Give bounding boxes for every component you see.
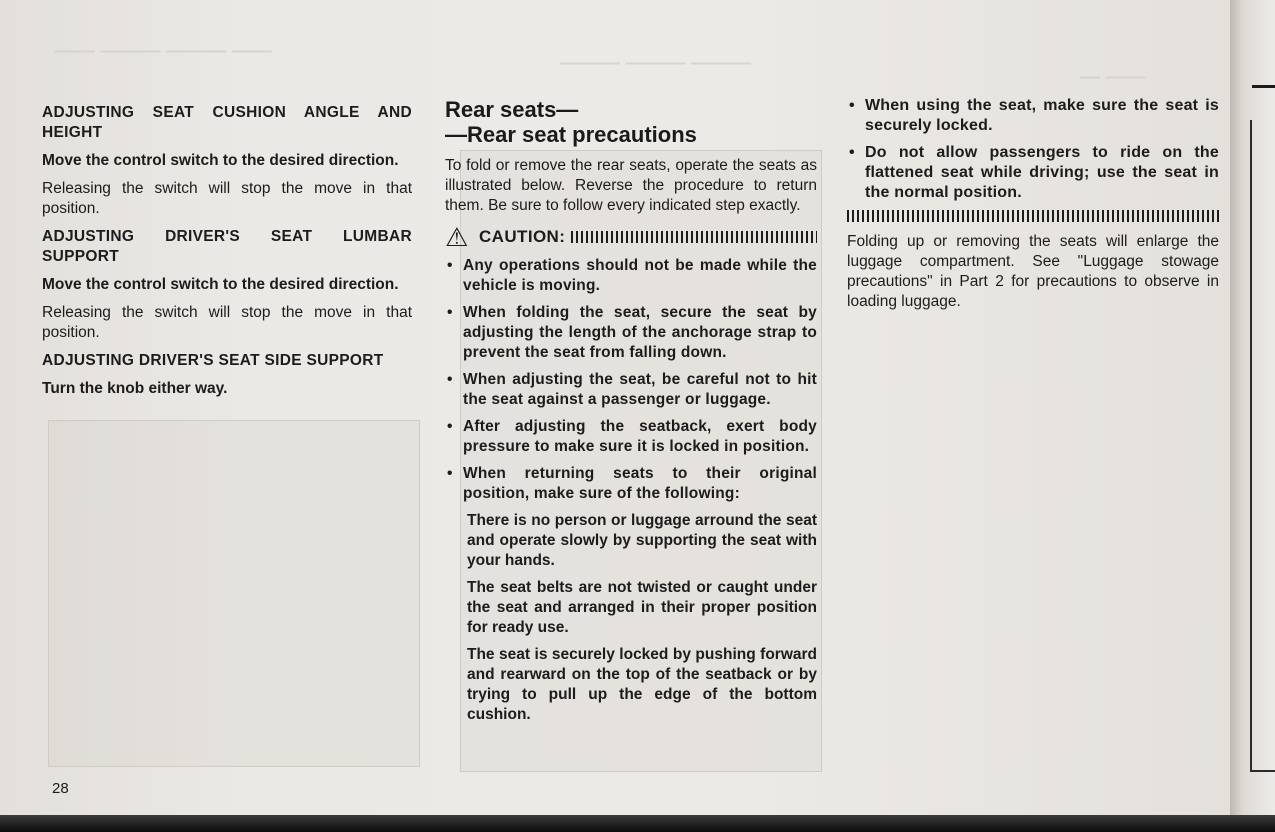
sub-item: The seat is securely locked by pushing forward and rearward on the top of the seatback or by trying to pull up the edge of the bottom cushion. bbox=[467, 646, 817, 723]
section-instruction: Move the control switch to the desired direction. bbox=[42, 276, 399, 293]
list-item: • Do not allow passengers to ride on the flattened seat while driving; use the seat in the normal position. bbox=[847, 143, 1219, 203]
caution-end-rule bbox=[847, 210, 1219, 222]
section-heading: ADJUSTING SEAT CUSHION ANGLE AND HEIGHT bbox=[42, 104, 412, 141]
caution-header bbox=[445, 224, 817, 250]
sub-item: The seat belts are not twisted or caught under the seat and arranged in their proper position for ready use. bbox=[467, 579, 817, 636]
sub-item: There is no person or luggage arround the seat and operate slowly by supporting the seat with your hands. bbox=[467, 512, 817, 569]
list-item: • When folding the seat, secure the seat by adjusting the length of the anchorage strap to prevent the seat from falling down. bbox=[445, 303, 817, 363]
section-note: Releasing the switch will stop the move in that position. bbox=[42, 180, 412, 217]
bleed-through-figure bbox=[48, 420, 420, 767]
list-item: • When adjusting the seat, be careful not to hit the seat against a passenger or luggage. bbox=[445, 370, 817, 410]
list-item: • When returning seats to their original position, make sure of the following: bbox=[445, 464, 817, 504]
section-heading: ADJUSTING DRIVER'S SEAT SIDE SUPPORT bbox=[42, 352, 384, 369]
list-item: • After adjusting the seatback, exert body pressure to make sure it is locked in position. bbox=[445, 417, 817, 457]
warning-triangle-icon: ⚠ bbox=[445, 222, 469, 252]
bleed-through-mark: —— — bbox=[1080, 66, 1146, 88]
edge-frame bbox=[1250, 120, 1275, 772]
next-page-edge bbox=[1230, 0, 1275, 815]
middle-column bbox=[445, 97, 817, 732]
section-instruction: Move the control switch to the desired direction. bbox=[42, 152, 399, 169]
caution-label: CAUTION: bbox=[479, 227, 566, 246]
section-heading: ADJUSTING DRIVER'S SEAT LUMBAR SUPPORT bbox=[42, 228, 412, 265]
caution-list-continued bbox=[847, 96, 1219, 203]
caution-rule bbox=[571, 231, 817, 243]
caution-list bbox=[445, 256, 817, 504]
bleed-through-mark: —— ——— ——— —— bbox=[55, 40, 272, 62]
luggage-paragraph: Folding up or removing the seats will enlarge the luggage compartment. See "Luggage stowage precautions" in Part 2 for precautions to observe in loading luggage. bbox=[847, 233, 1219, 310]
edge-mark bbox=[1252, 85, 1275, 88]
scan-shadow bbox=[0, 815, 1275, 832]
section-note: Releasing the switch will stop the move in that position. bbox=[42, 304, 412, 341]
section-title bbox=[445, 97, 817, 147]
left-column bbox=[42, 103, 412, 407]
list-item: • When using the seat, make sure the seat is securely locked. bbox=[847, 96, 1219, 136]
list-item: • Any operations should not be made while the vehicle is moving. bbox=[445, 256, 817, 296]
right-column bbox=[847, 96, 1219, 320]
intro-paragraph: To fold or remove the rear seats, operate the seats as illustrated below. Reverse the procedure to return them. Be sure to follow every indicated step exactly. bbox=[445, 157, 817, 214]
bleed-through-mark: ——— ——— ——— bbox=[560, 52, 752, 74]
section-instruction: Turn the knob either way. bbox=[42, 380, 228, 397]
title-line-1: Rear seats— bbox=[445, 97, 579, 122]
title-line-2: —Rear seat precautions bbox=[445, 122, 697, 147]
page-number: 28 bbox=[52, 780, 69, 797]
